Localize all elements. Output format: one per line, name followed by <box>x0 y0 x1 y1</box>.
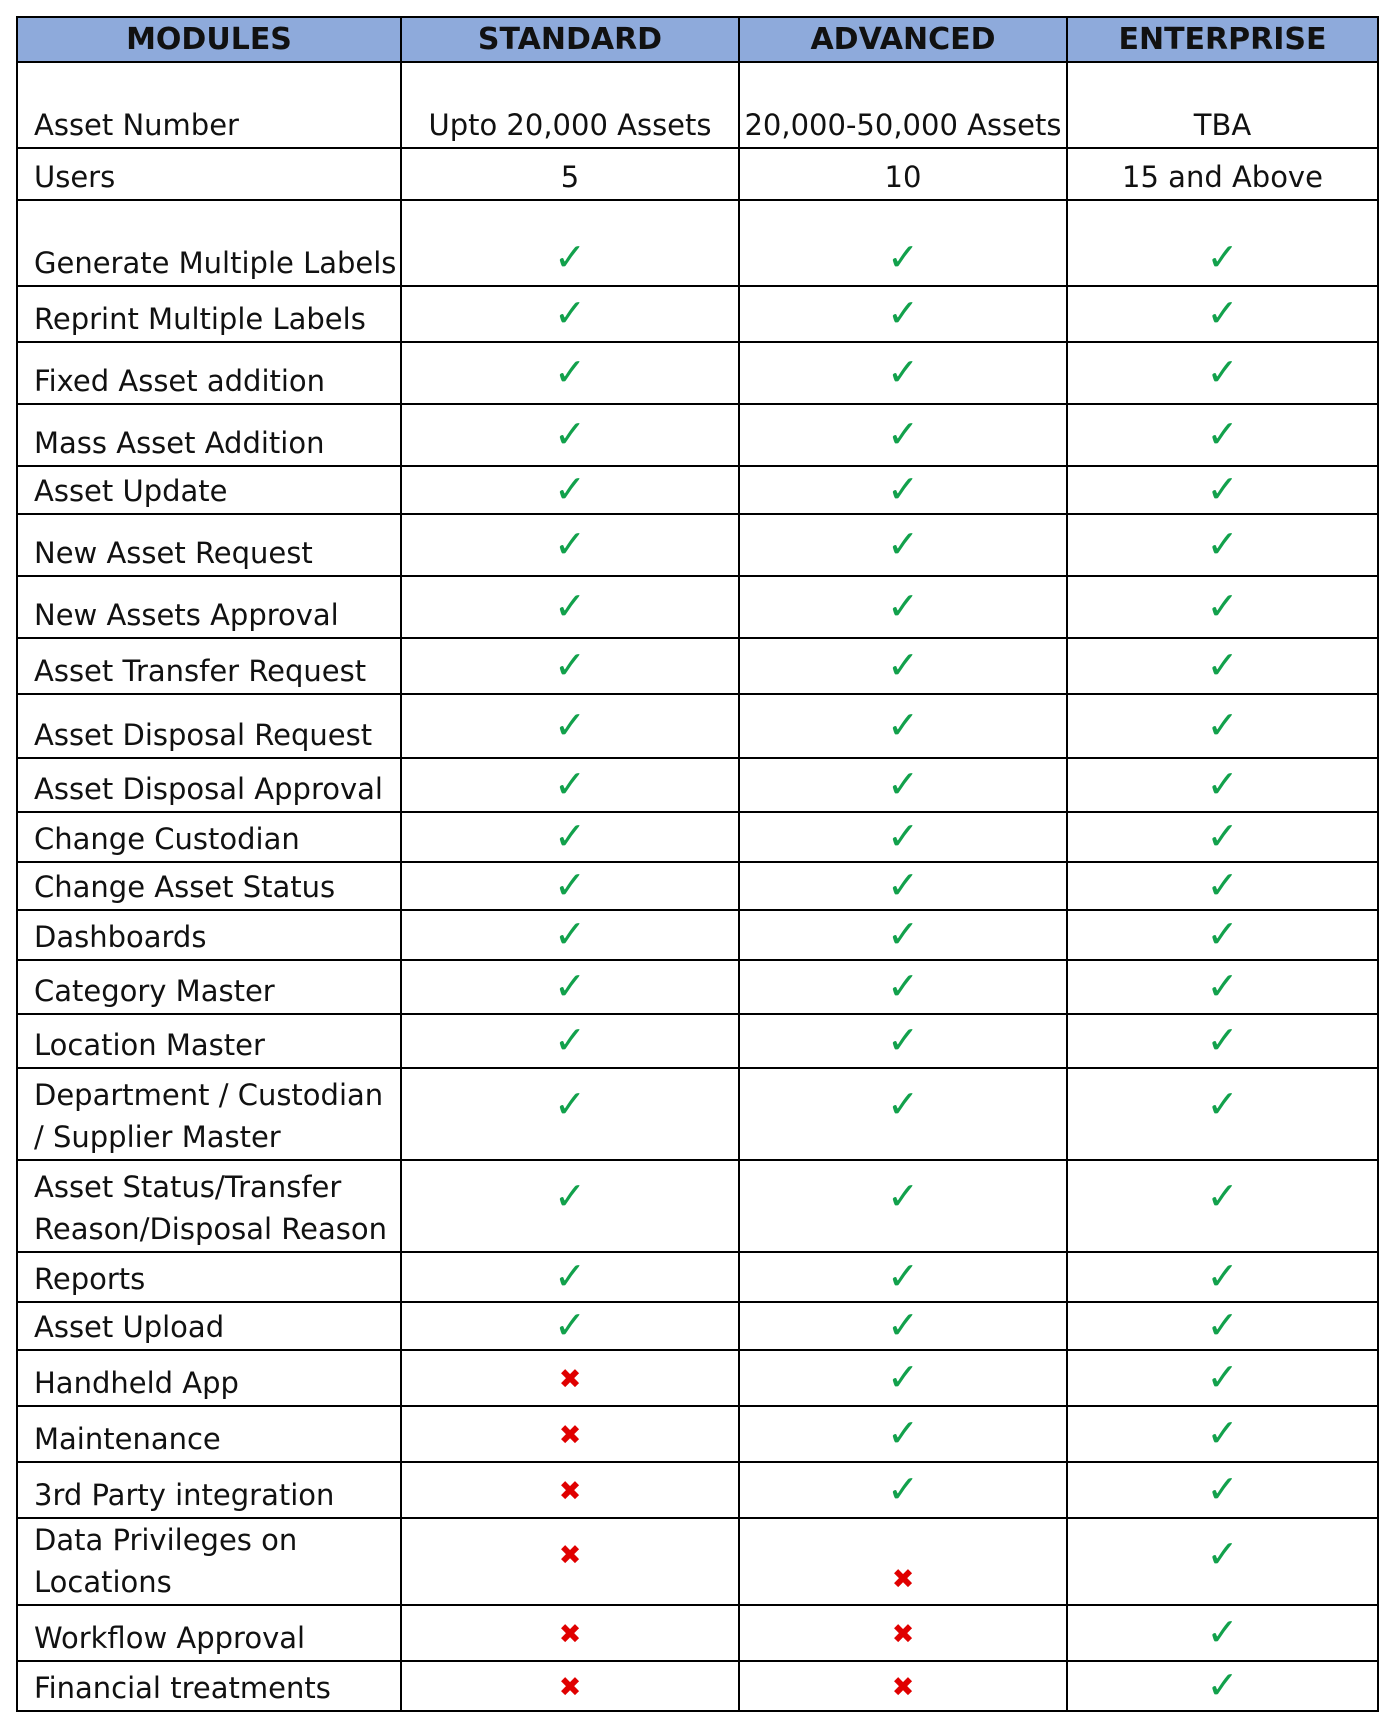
check-icon: ✓ <box>1206 1410 1239 1455</box>
module-name: Asset Transfer Request <box>17 638 401 694</box>
check-icon: ✓ <box>1206 1466 1239 1511</box>
standard-availability <box>401 1068 739 1160</box>
standard-availability <box>401 1605 739 1661</box>
check-icon: ✓ <box>1206 761 1239 806</box>
table-row <box>17 910 1378 960</box>
enterprise-availability <box>1067 1661 1378 1711</box>
standard-availability <box>401 1462 739 1518</box>
table-row <box>17 404 1378 466</box>
cross-icon: ✖ <box>891 1671 915 1703</box>
enterprise-availability <box>1067 1462 1378 1518</box>
cross-icon: ✖ <box>558 1671 582 1703</box>
check-icon: ✓ <box>1206 1609 1239 1654</box>
table-row <box>17 514 1378 576</box>
check-icon: ✓ <box>1206 1662 1239 1707</box>
table-row <box>17 1406 1378 1462</box>
cross-icon: ✖ <box>558 1618 582 1650</box>
module-name: Asset Number <box>17 62 401 148</box>
enterprise-availability <box>1067 576 1378 638</box>
check-icon: ✓ <box>1206 963 1239 1008</box>
check-icon: ✓ <box>887 235 919 279</box>
table-row <box>17 1252 1378 1302</box>
module-name: Change Asset Status <box>17 862 401 910</box>
standard-availability <box>401 638 739 694</box>
advanced-availability <box>739 960 1067 1014</box>
standard-availability <box>401 200 739 286</box>
advanced-availability <box>739 758 1067 812</box>
table-row <box>17 812 1378 862</box>
standard-availability <box>401 1661 739 1711</box>
advanced-availability <box>739 1160 1067 1252</box>
table-row <box>17 1014 1378 1068</box>
check-icon: ✓ <box>1206 702 1239 747</box>
check-icon: ✓ <box>554 642 586 687</box>
enterprise-value: 15 and Above <box>1067 148 1378 200</box>
check-icon: ✓ <box>887 911 919 956</box>
check-icon: ✓ <box>887 813 919 858</box>
standard-availability <box>401 1252 739 1302</box>
check-icon: ✓ <box>1206 1017 1239 1062</box>
enterprise-availability <box>1067 200 1378 286</box>
check-icon: ✓ <box>554 290 586 335</box>
header-row <box>17 17 1378 62</box>
standard-availability <box>401 1302 739 1350</box>
cross-icon: ✖ <box>891 1564 915 1595</box>
check-icon: ✓ <box>554 1017 586 1062</box>
check-icon: ✓ <box>1206 1253 1239 1298</box>
check-icon: ✓ <box>887 963 919 1008</box>
check-icon: ✓ <box>887 642 919 687</box>
check-icon: ✓ <box>1206 235 1239 279</box>
table-row <box>17 576 1378 638</box>
enterprise-availability <box>1067 758 1378 812</box>
cross-icon: ✖ <box>891 1618 915 1650</box>
standard-availability <box>401 576 739 638</box>
standard-availability <box>401 404 739 466</box>
table-row <box>17 758 1378 812</box>
check-icon: ✓ <box>1206 862 1239 907</box>
advanced-availability <box>739 1462 1067 1518</box>
enterprise-availability <box>1067 1014 1378 1068</box>
advanced-availability <box>739 1252 1067 1302</box>
check-icon: ✓ <box>887 702 919 747</box>
check-icon: ✓ <box>1206 813 1239 858</box>
enterprise-availability <box>1067 812 1378 862</box>
enterprise-availability <box>1067 960 1378 1014</box>
advanced-availability <box>739 1518 1067 1605</box>
module-name: Department / Custodian / Supplier Master <box>17 1068 401 1160</box>
check-icon: ✓ <box>1206 1532 1239 1576</box>
enterprise-availability <box>1067 466 1378 514</box>
enterprise-availability <box>1067 342 1378 404</box>
module-name: Financial treatments <box>17 1661 401 1711</box>
check-icon: ✓ <box>554 702 586 747</box>
standard-availability <box>401 286 739 342</box>
module-name: Mass Asset Addition <box>17 404 401 466</box>
advanced-availability <box>739 638 1067 694</box>
check-icon: ✓ <box>1206 1082 1239 1126</box>
cross-icon: ✖ <box>558 1363 582 1395</box>
table-row <box>17 148 1378 200</box>
module-name: Asset Update <box>17 466 401 514</box>
check-icon: ✓ <box>1206 466 1239 511</box>
table-row <box>17 1350 1378 1406</box>
standard-availability <box>401 862 739 910</box>
advanced-value: 20,000-50,000 Assets <box>739 62 1067 148</box>
check-icon: ✓ <box>887 349 919 394</box>
check-icon: ✓ <box>1206 642 1239 687</box>
check-icon: ✓ <box>887 1253 919 1298</box>
module-name: Reprint Multiple Labels <box>17 286 401 342</box>
header-standard: STANDARD <box>401 17 739 62</box>
enterprise-availability <box>1067 1350 1378 1406</box>
check-icon: ✓ <box>554 583 586 628</box>
check-icon: ✓ <box>887 1354 919 1399</box>
module-name: New Assets Approval <box>17 576 401 638</box>
module-name: Generate Multiple Labels <box>17 200 401 286</box>
module-name: Workflow Approval <box>17 1605 401 1661</box>
module-name: Dashboards <box>17 910 401 960</box>
enterprise-availability <box>1067 910 1378 960</box>
standard-availability <box>401 758 739 812</box>
enterprise-availability <box>1067 694 1378 758</box>
table-row <box>17 286 1378 342</box>
table-row <box>17 1605 1378 1661</box>
check-icon: ✓ <box>887 1466 919 1511</box>
advanced-availability <box>739 910 1067 960</box>
advanced-availability <box>739 466 1067 514</box>
advanced-availability <box>739 1014 1067 1068</box>
advanced-availability <box>739 404 1067 466</box>
module-name: Location Master <box>17 1014 401 1068</box>
table-row <box>17 960 1378 1014</box>
check-icon: ✓ <box>1206 411 1239 456</box>
module-name: 3rd Party integration <box>17 1462 401 1518</box>
standard-availability <box>401 960 739 1014</box>
check-icon: ✓ <box>887 1302 919 1347</box>
enterprise-availability <box>1067 1068 1378 1160</box>
check-icon: ✓ <box>554 411 586 456</box>
enterprise-value: TBA <box>1067 62 1378 148</box>
module-name: Users <box>17 148 401 200</box>
check-icon: ✓ <box>887 521 919 566</box>
standard-value: 5 <box>401 148 739 200</box>
table-row <box>17 1462 1378 1518</box>
header-modules: MODULES <box>17 17 401 62</box>
module-name: Asset Disposal Request <box>17 694 401 758</box>
check-icon: ✓ <box>554 911 586 956</box>
enterprise-availability <box>1067 638 1378 694</box>
enterprise-availability <box>1067 1605 1378 1661</box>
enterprise-availability <box>1067 1302 1378 1350</box>
standard-availability <box>401 1160 739 1252</box>
standard-availability <box>401 910 739 960</box>
table-row <box>17 1518 1378 1605</box>
check-icon: ✓ <box>1206 1174 1239 1218</box>
check-icon: ✓ <box>554 235 586 279</box>
cross-icon: ✖ <box>558 1540 582 1571</box>
enterprise-availability <box>1067 286 1378 342</box>
module-name: Asset Status/Transfer Reason/Disposal Reason <box>17 1160 401 1252</box>
check-icon: ✓ <box>554 349 586 394</box>
check-icon: ✓ <box>1206 349 1239 394</box>
module-name: Reports <box>17 1252 401 1302</box>
check-icon: ✓ <box>1206 1302 1239 1347</box>
table-row <box>17 862 1378 910</box>
header-advanced: ADVANCED <box>739 17 1067 62</box>
advanced-availability <box>739 286 1067 342</box>
enterprise-availability <box>1067 1160 1378 1252</box>
enterprise-availability <box>1067 1518 1378 1605</box>
check-icon: ✓ <box>887 1017 919 1062</box>
advanced-availability <box>739 1350 1067 1406</box>
standard-availability <box>401 1406 739 1462</box>
standard-availability <box>401 1518 739 1605</box>
module-name: Fixed Asset addition <box>17 342 401 404</box>
standard-availability <box>401 1350 739 1406</box>
check-icon: ✓ <box>554 963 586 1008</box>
table-row <box>17 62 1378 148</box>
header-enterprise: ENTERPRISE <box>1067 17 1378 62</box>
advanced-availability <box>739 200 1067 286</box>
module-name: Asset Upload <box>17 1302 401 1350</box>
check-icon: ✓ <box>887 290 919 335</box>
module-name: Maintenance <box>17 1406 401 1462</box>
enterprise-availability <box>1067 1252 1378 1302</box>
module-name: Handheld App <box>17 1350 401 1406</box>
check-icon: ✓ <box>1206 583 1239 628</box>
table-row <box>17 200 1378 286</box>
advanced-availability <box>739 812 1067 862</box>
feature-comparison-table <box>16 16 1379 1712</box>
check-icon: ✓ <box>554 761 586 806</box>
check-icon: ✓ <box>1206 1354 1239 1399</box>
standard-value: Upto 20,000 Assets <box>401 62 739 148</box>
check-icon: ✓ <box>887 1410 919 1455</box>
advanced-availability <box>739 694 1067 758</box>
standard-availability <box>401 694 739 758</box>
table-row <box>17 1661 1378 1711</box>
enterprise-availability <box>1067 404 1378 466</box>
module-name: Change Custodian <box>17 812 401 862</box>
advanced-value: 10 <box>739 148 1067 200</box>
check-icon: ✓ <box>554 521 586 566</box>
standard-availability <box>401 342 739 404</box>
check-icon: ✓ <box>887 466 919 511</box>
standard-availability <box>401 514 739 576</box>
check-icon: ✓ <box>887 862 919 907</box>
table-row <box>17 1160 1378 1252</box>
table-row <box>17 1302 1378 1350</box>
table-row <box>17 466 1378 514</box>
check-icon: ✓ <box>887 1174 919 1218</box>
module-name: Asset Disposal Approval <box>17 758 401 812</box>
check-icon: ✓ <box>887 1082 919 1126</box>
check-icon: ✓ <box>554 1253 586 1298</box>
cross-icon: ✖ <box>558 1419 582 1451</box>
table-row <box>17 638 1378 694</box>
enterprise-availability <box>1067 1406 1378 1462</box>
advanced-availability <box>739 514 1067 576</box>
check-icon: ✓ <box>887 761 919 806</box>
standard-availability <box>401 466 739 514</box>
cross-icon: ✖ <box>558 1475 582 1507</box>
advanced-availability <box>739 342 1067 404</box>
check-icon: ✓ <box>554 862 586 907</box>
check-icon: ✓ <box>554 1082 586 1126</box>
module-name: Data Privileges on Locations <box>17 1518 401 1605</box>
check-icon: ✓ <box>554 466 586 511</box>
check-icon: ✓ <box>887 583 919 628</box>
table-row <box>17 694 1378 758</box>
check-icon: ✓ <box>1206 290 1239 335</box>
module-name: Category Master <box>17 960 401 1014</box>
table-row <box>17 342 1378 404</box>
standard-availability <box>401 812 739 862</box>
table-row <box>17 1068 1378 1160</box>
check-icon: ✓ <box>887 411 919 456</box>
advanced-availability <box>739 1605 1067 1661</box>
check-icon: ✓ <box>554 813 586 858</box>
advanced-availability <box>739 1661 1067 1711</box>
check-icon: ✓ <box>554 1302 586 1347</box>
module-name: New Asset Request <box>17 514 401 576</box>
enterprise-availability <box>1067 514 1378 576</box>
enterprise-availability <box>1067 862 1378 910</box>
check-icon: ✓ <box>1206 911 1239 956</box>
advanced-availability <box>739 1406 1067 1462</box>
advanced-availability <box>739 576 1067 638</box>
advanced-availability <box>739 862 1067 910</box>
standard-availability <box>401 1014 739 1068</box>
check-icon: ✓ <box>554 1174 586 1218</box>
check-icon: ✓ <box>1206 521 1239 566</box>
advanced-availability <box>739 1068 1067 1160</box>
advanced-availability <box>739 1302 1067 1350</box>
